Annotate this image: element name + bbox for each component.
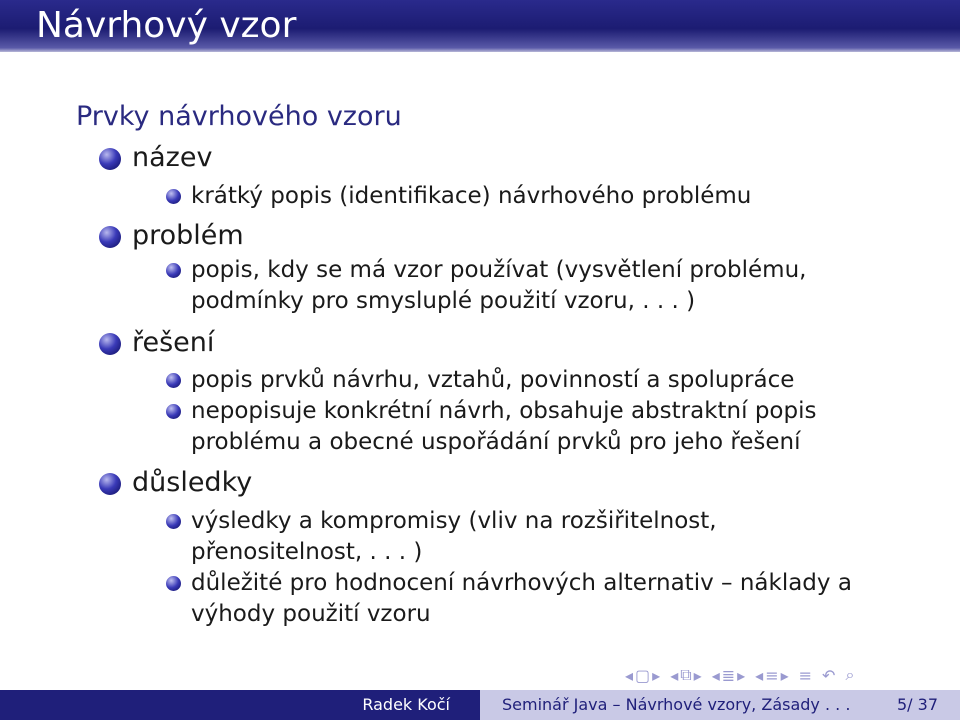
bullet-icon: [99, 333, 121, 355]
footer-title: Seminář Java – Návrhové vzory, Zásady . . .: [480, 690, 880, 720]
sub-bullet-icon: [166, 373, 181, 388]
nav-subsection-icon[interactable]: ⧉: [680, 665, 692, 684]
footer-page-number: 5/ 37: [880, 690, 960, 720]
sub-bullet-icon: [166, 514, 181, 529]
nav-next-doc-icon[interactable]: ▸: [780, 665, 789, 685]
subitem-line: výsledky a kompromisy (vliv na rozšiřitelnost,: [191, 508, 717, 534]
nav-frame-icon[interactable]: ▢: [635, 665, 651, 685]
bullet-icon: [99, 148, 121, 170]
slide-title: Návrhový vzor: [36, 5, 297, 46]
subitem-line: přenositelnost, . . . ): [191, 539, 423, 565]
subitem-line: popis prvků návrhu, vztahů, povinností a spolupráce: [191, 367, 795, 393]
nav-search-icon[interactable]: ≡: [798, 665, 813, 685]
item-label: problém: [132, 220, 244, 251]
sub-bullet-icon: [166, 576, 181, 591]
subitem-line: krátký popis (identifikace) návrhového problému: [191, 183, 752, 209]
item-label: název: [132, 142, 213, 173]
subitem-line: nepopisuje konkrétní návrh, obsahuje abstraktní popis: [191, 398, 817, 424]
block-heading: Prvky návrhového vzoru: [76, 101, 402, 132]
nav-next-icon[interactable]: ▸: [652, 665, 661, 685]
navigation-bar: [625, 663, 854, 687]
subitem-line: popis, kdy se má vzor používat (vysvětlení problému,: [191, 257, 807, 283]
item-label: řešení: [132, 327, 215, 358]
nav-back-icon[interactable]: ↶: [822, 665, 836, 685]
sub-bullet-icon: [166, 404, 181, 419]
nav-doc-icon[interactable]: ≡: [765, 665, 779, 685]
footer-author: Radek Kočí: [0, 690, 480, 720]
nav-prev-doc-icon[interactable]: ◂: [755, 665, 764, 685]
nav-section-icon[interactable]: ≣: [721, 665, 736, 685]
subitem-line: důležité pro hodnocení návrhových alternativ – náklady a: [191, 570, 852, 596]
sub-bullet-icon: [166, 189, 181, 204]
subitem-line: výhody použití vzoru: [191, 601, 431, 627]
nav-next-section-icon[interactable]: ▸: [737, 665, 746, 685]
nav-zoom-icon[interactable]: ⌕: [845, 665, 855, 684]
footer: [0, 690, 960, 720]
nav-first-icon[interactable]: ◂: [625, 665, 634, 685]
title-bar: [0, 0, 960, 52]
bullet-icon: [99, 226, 121, 248]
nav-prev-section-icon[interactable]: ◂: [711, 665, 720, 685]
nav-next-subsection-icon[interactable]: ▸: [693, 665, 702, 685]
item-label: důsledky: [132, 467, 253, 498]
sub-bullet-icon: [166, 263, 181, 278]
subitem-line: podmínky pro smysluplé použití vzoru, . . . ): [191, 288, 696, 314]
bullet-icon: [99, 473, 121, 495]
nav-prev-subsection-icon[interactable]: ◂: [670, 665, 679, 685]
subitem-line: problému a obecné uspořádání prvků pro jeho řešení: [191, 429, 801, 455]
